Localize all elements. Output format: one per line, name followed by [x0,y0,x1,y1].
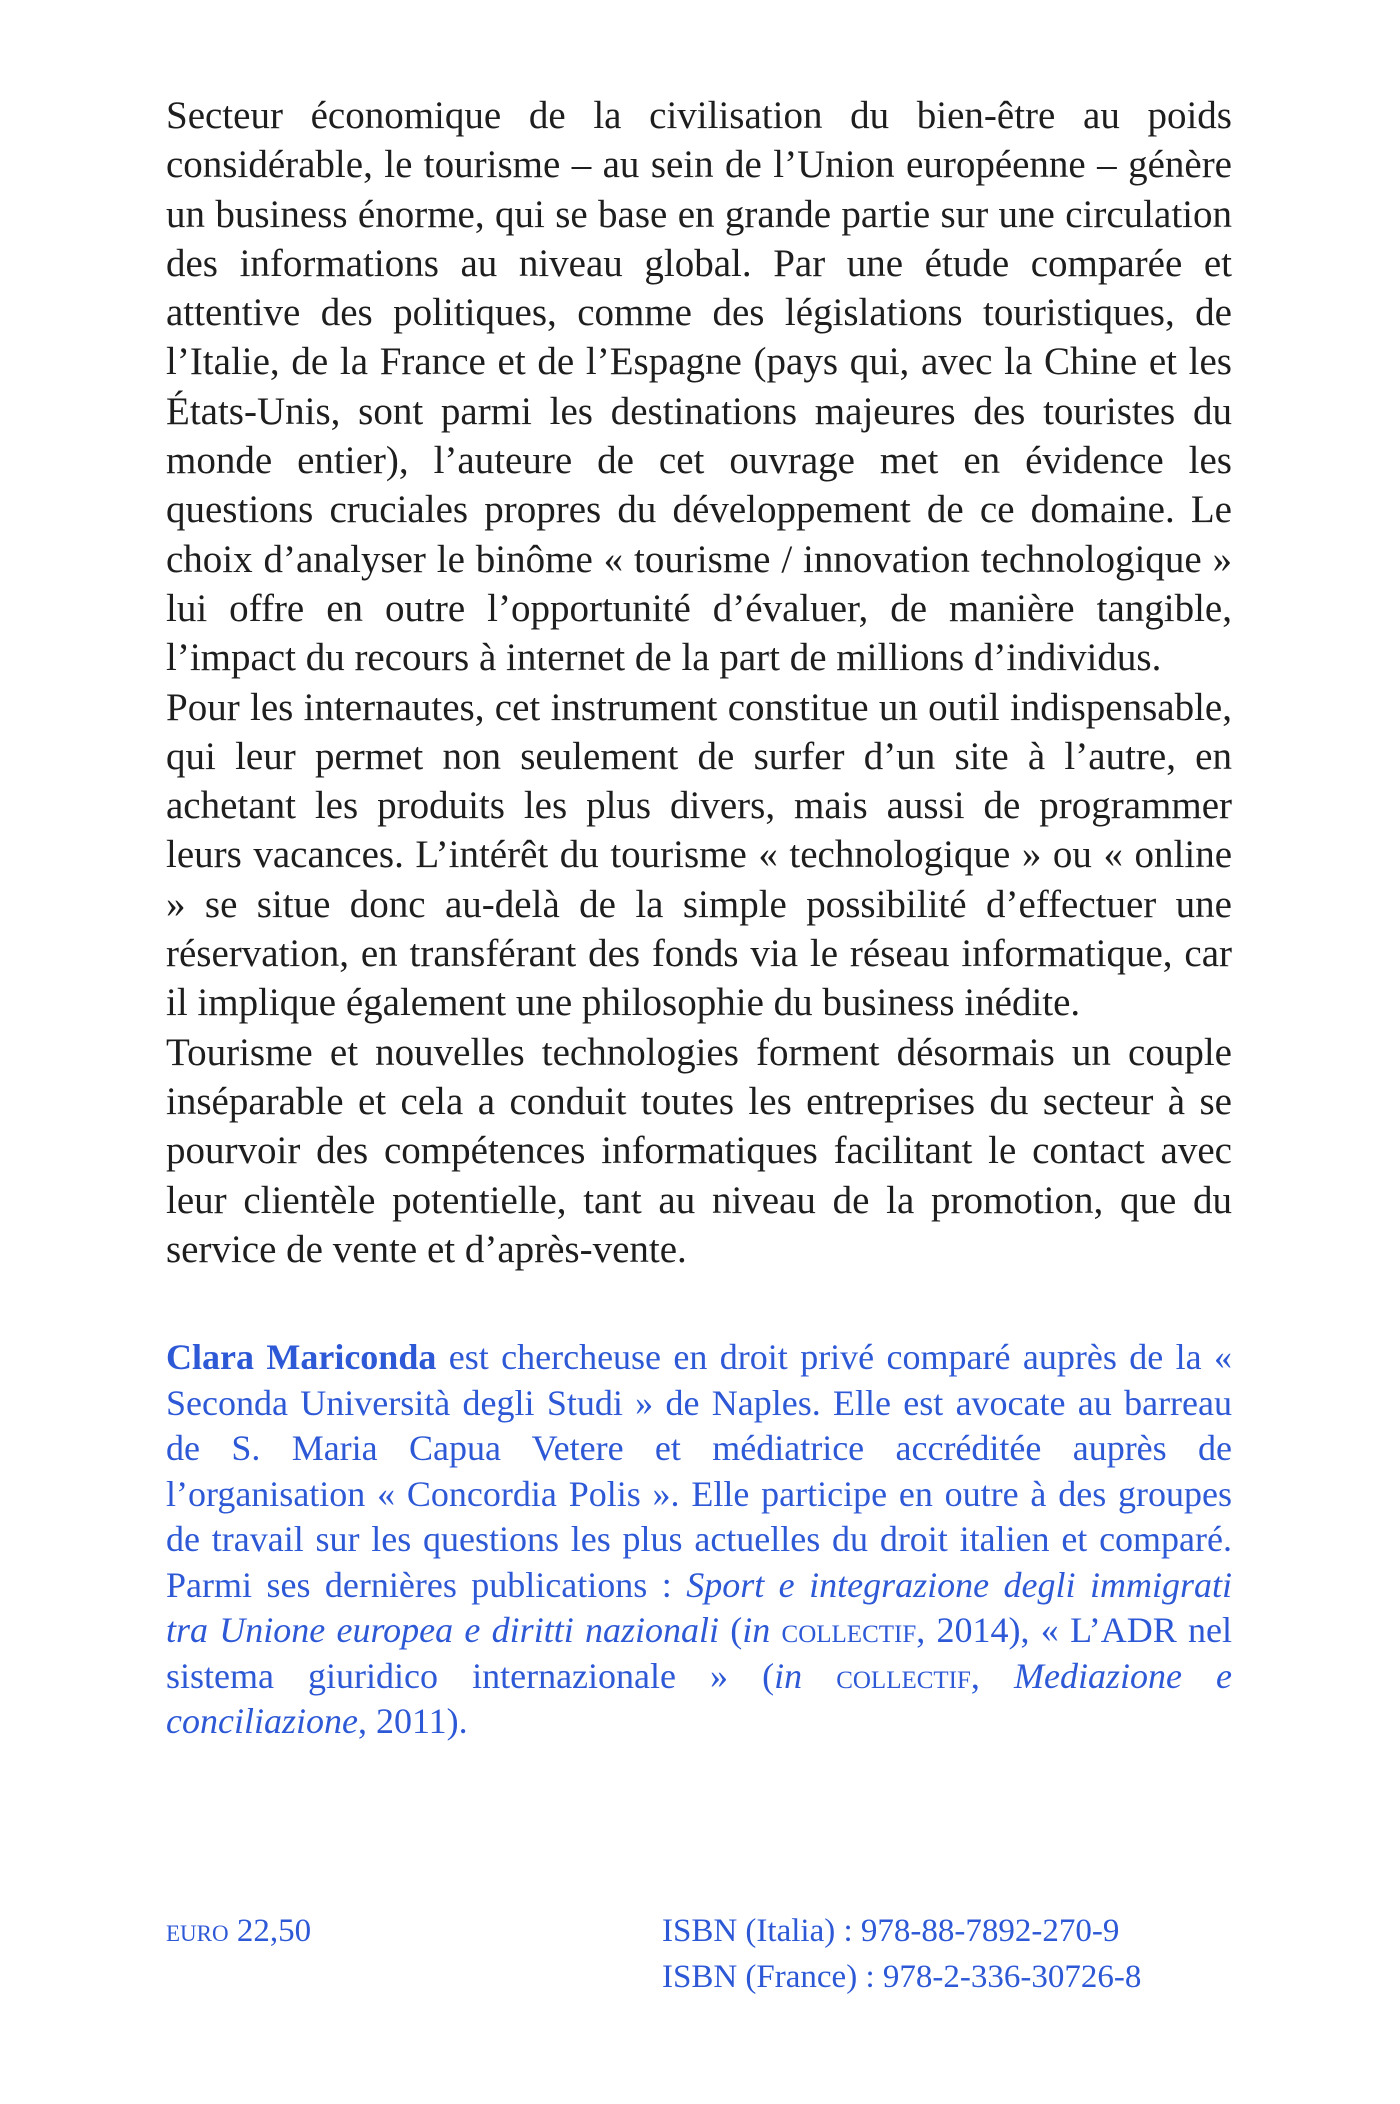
isbn-france: ISBN (France) : 978-2-336-30726-8 [662,1959,1142,1995]
author-name: Clara Mariconda [166,1337,437,1378]
in-label: in [742,1610,771,1651]
collectif-label: collectif [802,1655,971,1696]
bio-text: est chercheuse en droit privé comparé auprès de la « Seconda Università degli Studi » de Naples. Elle est avocate au barreau de S. Maria Capua Vetere et médiatrice accréditée auprès de l’organisation « Concordia Polis ». Elle participe en outre à des groupes de travail sur les questions les plus actuelles du droit italien et comparé. Parmi ses dernières publications : [166,1337,1232,1605]
author-bio [166,1335,1232,1745]
publication-title: Sport e integrazione degli immigrati tra Unione europea e diritti nazionali [166,1564,1233,1651]
publication-title: Mediazione e conciliazione [166,1655,1233,1742]
main-content [166,91,1232,1745]
isbn-italia: ISBN (Italia) : 978-88-7892-270-9 [662,1913,1120,1949]
price-value: 22,50 [228,1913,312,1949]
price [166,1908,311,1954]
description-paragraph-1: Secteur économique de la civilisation du bien-être au poids considérable, le tourisme – au sein de l’Union européenne – génère un business énorme, qui se base en grande partie sur une circulation des informations au niveau global. Par une étude comparée et attentive des politiques, comme des législations touristiques, de l’Italie, de la France et de l’Espagne (pays qui, avec la Chine et les États-Unis, sont parmi les destinations majeures des touristes du monde entier), l’auteure de cet ouvrage met en évidence les questions cruciales propres du développement de ce domaine. Le choix d’analyser le binôme « tourisme / innovation technologique » lui offre en outre l’opportunité d’évaluer, de manière tangible, l’impact du recours à internet de la part de millions d’individus. [166,94,1232,680]
bio-text: ( [718,1610,743,1651]
collectif-label: collectif [770,1610,917,1651]
isbn-block [662,1908,1141,2000]
price-currency: euro [166,1913,229,1949]
bio-text: , 2011). [357,1701,468,1742]
description-paragraph-2: Pour les internautes, cet instrument constitue un outil indispensable, qui leur permet non seulement de surfer d’un site à l’autre, en achetant les produits les plus divers, mais aussi de programmer leurs vacances. L’intérêt du tourisme « technologique » ou « online » se situe donc au-delà de la simple possibilité d’effectuer une réservation, en transférant des fonds via le réseau informatique, car il implique également une philosophie du business inédite. [166,685,1232,1025]
in-label: in [774,1655,803,1696]
bio-text: , [970,1655,1014,1696]
description-paragraph-3: Tourisme et nouvelles technologies forment désormais un couple inséparable et cela a conduit toutes les entreprises du secteur à se pourvoir des compétences informatiques facilitant le contact avec leur clientèle potentielle, tant au niveau de la promotion, que du service de vente et d’après-vente. [166,1030,1232,1271]
bio-text: , 2014), « L’ADR nel sistema giuridico internazionale » ( [166,1610,1232,1696]
